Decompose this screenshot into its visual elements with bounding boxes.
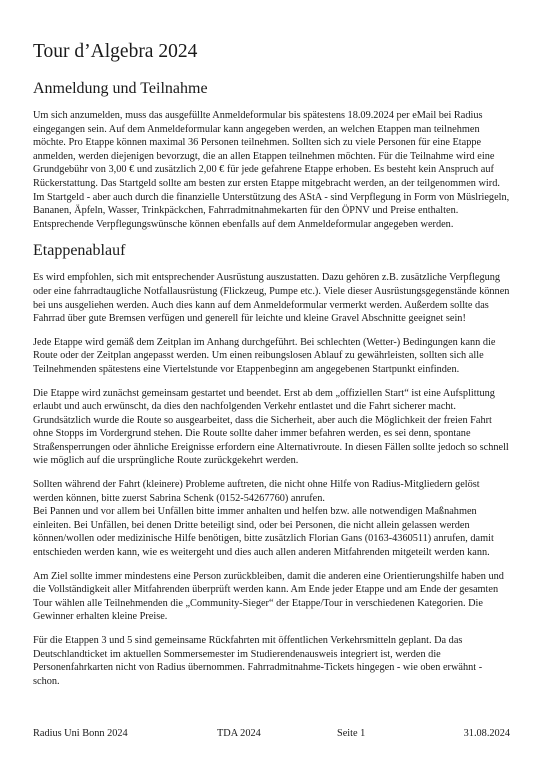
paragraph-start-and-route: Die Etappe wird zunächst gemeinsam gestartet und beendet. Erst ab dem „offiziellen Start“ ist eine Aufsplittung erlaubt und auch erwünscht, da dies den nachfolgenden Verkehr entlastet und die Fahrt sicherer macht. Grundsätzlich wurde die Route so ausgearbeitet, dass die Sicherheit, aber auch die Möglichkeit der freien Fahrt ohne Stopps im Vordergrund stehen. Die Route sollte daher immer befahren werden, es sei denn, spontane Straßensperrungen oder ähnliche Ereignisse erfordern eine Alternativroute. In diesen Fällen sollte jedoch so schnell wie möglich auf die ursprüngliche Route zurückgekehrt werden.	[33, 387, 509, 467]
page-content	[33, 40, 510, 698]
paragraph-problems-contact: Sollten während der Fahrt (kleinere) Probleme auftreten, die nicht ohne Hilfe von Radius-Mitgliedern gelöst werden können, bitte zuerst Sabrina Schenk (0152-54267760) anrufen.	[33, 479, 480, 504]
footer-organization: Radius Uni Bonn 2024	[33, 728, 128, 739]
document-title: Tour d’Algebra 2024	[33, 41, 198, 62]
paragraph-finish: Am Ziel sollte immer mindestens eine Person zurückbleiben, damit die anderen eine Orientierungshilfe haben und die Vollständigkeit aller Mitfahrenden überprüft werden kann. Am Ende jeder Etappe und am Ende der gesamten Tour wählen alle Teilnehmenden die „Community-Sieger“ der Etappe/Tour in verschiedenen Kategorien. Die Gewinner erhalten kleine Preise.	[33, 570, 504, 623]
paragraph-schedule: Jede Etappe wird gemäß dem Zeitplan im Anhang durchgeführt. Bei schlechten (Wetter-) Bedingungen kann die Route oder der Zeitplan angepasst werden. Um einen reibungslosen Ablauf zu gewährleisten, sollten sich alle Teilnehmenden spätestens eine Viertelstunde vor Etappenbeginn am angegebenen Startpunkt einfinden.	[33, 336, 496, 375]
section-heading-stage-procedure: Etappenablauf	[33, 242, 126, 260]
footer-event: TDA 2024	[217, 728, 261, 739]
footer-date: 31.08.2024	[463, 728, 510, 739]
section-heading-registration: Anmeldung und Teilnahme	[33, 80, 208, 97]
page-footer	[33, 727, 510, 741]
paragraph-equipment: Es wird empfohlen, sich mit entsprechender Ausrüstung auszustatten. Dazu gehören z.B. zusätzliche Verpflegung oder eine fahrradtaugliche Notfallausrüstung (Flickzeug, Pumpe etc.). Viele dieser Ausrüstungsgegenstände können bei uns ausgeliehen werden. Auch dies kann auf dem Anmeldeformular vermerkt werden. Außerdem sollte das Fahrrad über gute Bremsen verfügen und generell für leichte und kleine Gravel Abschnitte geeignet sein!	[33, 272, 510, 325]
paragraph-return-trips: Für die Etappen 3 und 5 sind gemeinsame Rückfahrten mit öffentlichen Verkehrsmitteln geplant. Da das Deutschlandticket im aktuellen Sommersemester im Studierendenausweis integriert ist, werden die Personenfahrkarten nicht von Radius übernommen. Fahrradmitnahme-Tickets hingegen - wie oben erwähnt - schon.	[33, 635, 483, 687]
paragraph-accidents-contact: Bei Pannen und vor allem bei Unfällen bitte immer anhalten und helfen bzw. alle notwendigen Maßnahmen einleiten. Bei Unfällen, bei denen Dritte beteiligt sind, oder bei Personen, die nicht allein gelassen werden können/wollen oder medizinische Hilfe benötigen, bitte zusätzlich Florian Gans (0163-4360511) anrufen, damit entschieden werden kann, wie es weitergeht und dies auch allen anderen Mitfahrenden mitgeteilt werden kann.	[33, 506, 494, 559]
paragraph-registration: Um sich anzumelden, muss das ausgefüllte Anmeldeformular bis spätestens 18.09.2024 per eMail bei Radius eingegangen sein. Auf dem Anmeldeformular kann angegeben werden, an welchen Etappen man teilnehmen möchte. Pro Etappe können maximal 36 Personen teilnehmen. Sollten sich zu viele Personen für eine Etappe anmelden, werden diejenigen bevorzugt, die an allen Etappen teilnehmen möchten. Für die Teilnahme wird eine Grundgebühr von 3,00 € und zusätzlich 2,00 € für jede gefahrene Etappe erhoben. Es besteht kein Anspruch auf Rückerstattung. Das Startgeld sollte am besten zur ersten Etappe mitgebracht werden, an der teilgenommen wird. Im Startgeld - aber auch durch die finanzielle Unterstützung des AStA - sind Verpflegung in Form von Müslriegeln, Bananen, Äpfeln, Wasser, Trinkpäckchen, Fahrradmitnahmekarten für den ÖPNV und Preise enthalten. Entsprechende Verpflegungswünsche können ebenfalls auf dem Anmeldeformular angegeben werden.	[33, 110, 510, 230]
footer-page-number: Seite 1	[337, 728, 366, 739]
